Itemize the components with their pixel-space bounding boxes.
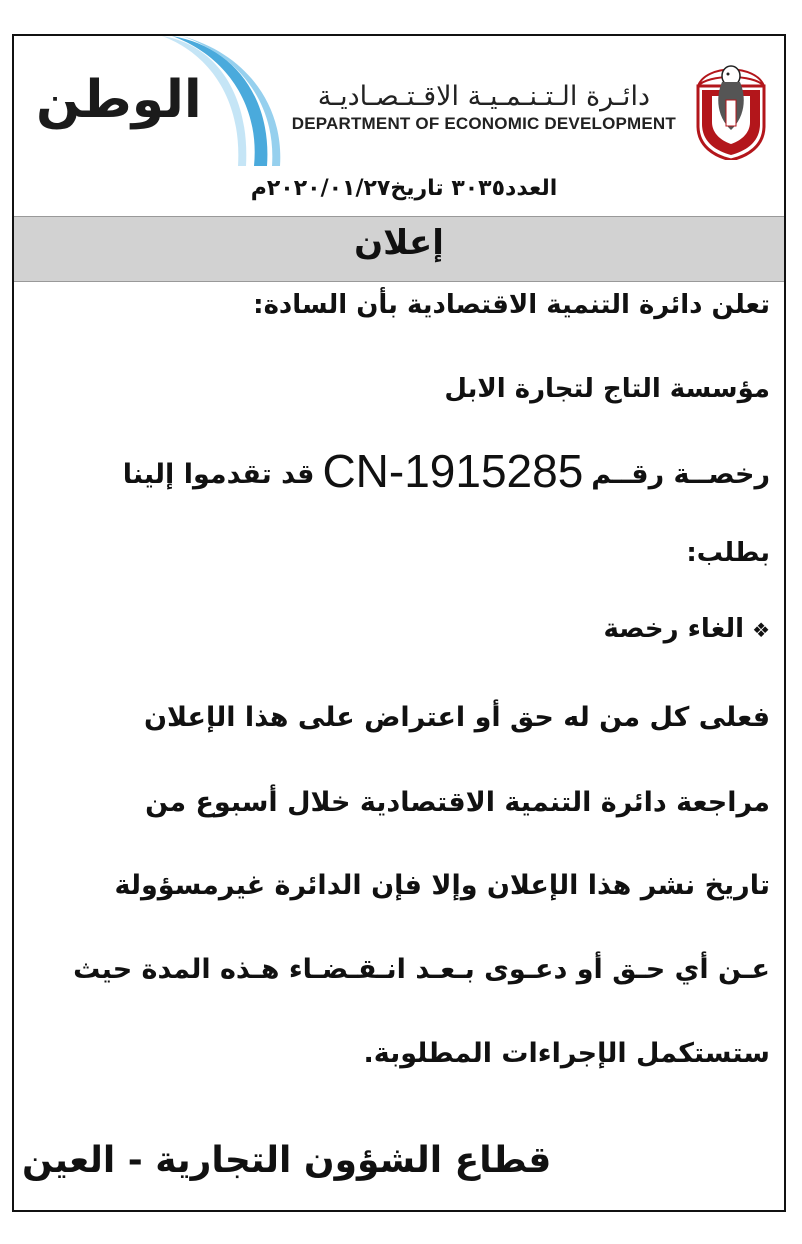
department-name [292,82,676,134]
body-line: تاريخ نشر هذا الإعلان وإلا فإن الدائرة غيرمسؤولة [114,870,770,901]
falcon-emblem-icon [692,56,770,160]
request-label: بطلب: [686,538,770,568]
license-prefix: رخصــة رقــم [591,459,770,490]
license-number: CN-1915285 [322,445,584,497]
license-suffix: قد تقدموا إلينا [122,459,315,490]
banner-title: إعلان [354,223,444,263]
title-banner [14,216,784,282]
company-name: مؤسسة التاج لتجارة الابل [444,374,770,404]
body-line: عـن أي حـق أو دعـوى بـعـد انـقـضـاء هـذه المدة حيث [73,954,770,985]
request-item [604,614,771,644]
newspaper-logo [22,36,282,168]
license-line [123,444,770,498]
bullet-icon: ❖ [752,618,770,642]
department-name-ar: دائـرة الـتـنـمـيـة الاقـتـصـاديـة [317,81,650,112]
newspaper-name: الوطن [36,70,202,130]
issue-line: العدد٣٠٣٥ تاريخ٢٠٢٠/٠١/٢٧م [250,176,558,201]
body-line: فعلى كل من له حق أو اعتراض على هذا الإعلان [144,702,770,733]
intro-line: تعلن دائرة التنمية الاقتصادية بأن السادة: [253,290,770,320]
department-name-en: DEPARTMENT OF ECONOMIC DEVELOPMENT [291,114,676,133]
body-line: ستستكمل الإجراءات المطلوبة. [363,1038,770,1069]
request-item-text: الغاء رخصة [603,614,745,644]
announcement-frame [12,34,786,1212]
body-line: مراجعة دائرة التنمية الاقتصادية خلال أسبوع من [145,787,770,818]
sector-signature: قطاع الشؤون التجارية - العين [22,1140,552,1181]
